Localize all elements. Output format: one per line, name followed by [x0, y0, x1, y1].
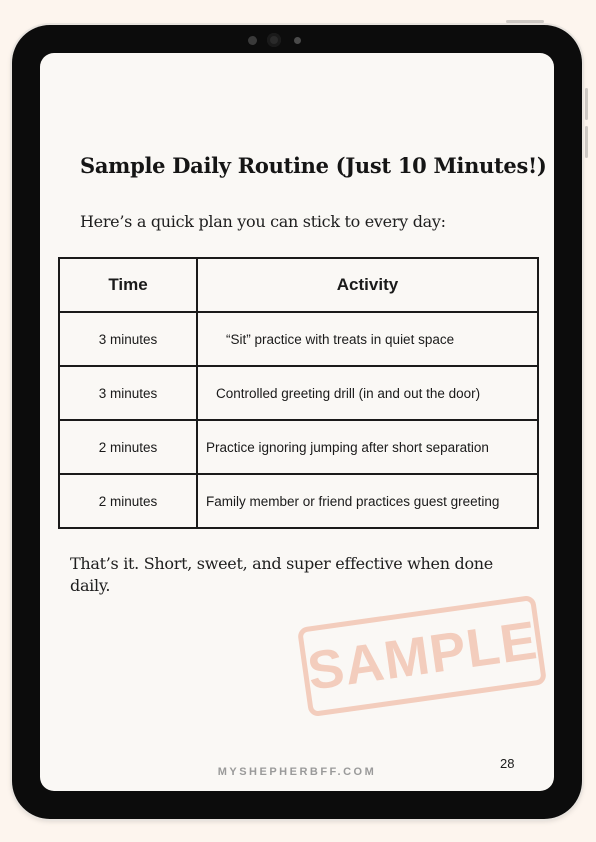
sensor-dot: [294, 37, 301, 44]
outro-text: That’s it. Short, sweet, and super effective when done daily.: [70, 554, 493, 595]
table-row: [59, 420, 538, 474]
activity-cell: Family member or friend practices guest greeting: [197, 474, 538, 528]
tablet-volume-down-button: [585, 126, 588, 158]
table-row: [59, 312, 538, 366]
activity-cell: Practice ignoring jumping after short separation: [197, 420, 538, 474]
time-cell: 2 minutes: [59, 420, 197, 474]
time-cell: 3 minutes: [59, 366, 197, 420]
routine-table: [58, 257, 539, 529]
column-header-activity: Activity: [197, 258, 538, 312]
activity-cell: “Sit” practice with treats in quiet space: [197, 312, 538, 366]
intro-text: Here’s a quick plan you can stick to every day:: [80, 212, 446, 231]
page-number: 28: [500, 756, 515, 771]
tablet-screen: [40, 53, 554, 791]
table-row: [59, 366, 538, 420]
table-header-row: [59, 258, 538, 312]
activity-cell: Controlled greeting drill (in and out the door): [197, 366, 538, 420]
camera-lens: [267, 33, 281, 47]
sensor-dot: [248, 36, 257, 45]
sample-watermark: SAMPLE: [297, 595, 547, 718]
tablet-top-button: [506, 20, 544, 23]
time-cell: 2 minutes: [59, 474, 197, 528]
page-title: Sample Daily Routine (Just 10 Minutes!): [80, 153, 547, 178]
footer-website: MYSHEPHERBFF.COM: [217, 766, 377, 778]
table-row: [59, 474, 538, 528]
time-cell: 3 minutes: [59, 312, 197, 366]
tablet-volume-up-button: [585, 88, 588, 120]
column-header-time: Time: [59, 258, 197, 312]
